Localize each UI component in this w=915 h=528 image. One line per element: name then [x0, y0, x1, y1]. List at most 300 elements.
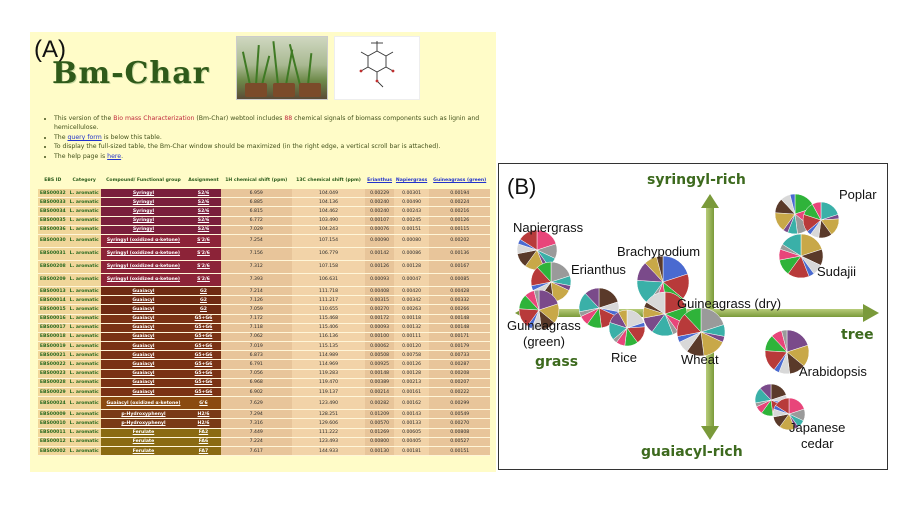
label-poplar: Poplar	[839, 187, 877, 202]
sample-pie	[609, 310, 645, 346]
category-cell: L. aromatic	[68, 428, 101, 437]
value-cell: 0.00408	[365, 286, 393, 295]
value-cell: 119.283	[292, 369, 366, 378]
compound-cell[interactable]: Syringyl	[101, 189, 186, 198]
value-cell: 7.019	[221, 342, 292, 351]
value-cell: 0.00216	[429, 207, 490, 216]
category-cell: L. aromatic	[68, 234, 101, 247]
value-cell: 6.791	[221, 360, 292, 369]
category-cell: L. aromatic	[68, 189, 101, 198]
value-cell: 0.00243	[394, 207, 430, 216]
category-cell: L. aromatic	[68, 260, 101, 273]
table-row	[38, 225, 490, 234]
category-cell: L. aromatic	[68, 314, 101, 323]
value-cell: 0.00194	[429, 189, 490, 198]
value-cell: 0.00148	[365, 369, 393, 378]
label-green: (green)	[523, 334, 565, 349]
value-cell: 114.969	[292, 360, 366, 369]
value-cell: 7.156	[221, 247, 292, 260]
value-cell: 7.629	[221, 397, 292, 410]
value-cell: 7.029	[221, 225, 292, 234]
label-wheat: Wheat	[681, 352, 719, 367]
ebs-id-cell: EBS00033	[38, 198, 68, 207]
value-cell: 104.049	[292, 189, 366, 198]
ebs-id-cell: EBS00013	[38, 286, 68, 295]
ebs-id-cell: EBS00021	[38, 351, 68, 360]
compound-cell[interactable]: Guaiacyl	[101, 286, 186, 295]
compound-cell[interactable]: Syringyl	[101, 216, 186, 225]
ebs-id-cell: EBS00034	[38, 207, 68, 216]
table-row	[38, 314, 490, 323]
panel-a-label: (A)	[34, 36, 66, 63]
value-cell: 115.468	[292, 314, 366, 323]
note-text: .	[121, 152, 124, 160]
category-cell: L. aromatic	[68, 369, 101, 378]
value-cell: 0.00287	[429, 360, 490, 369]
value-cell: 0.00090	[365, 234, 393, 247]
bm-char-logo: Bm-Char	[52, 56, 210, 91]
value-cell: 0.00202	[429, 234, 490, 247]
note-text: The	[54, 133, 68, 141]
table-row	[38, 388, 490, 397]
assignment-cell[interactable]: G5+G6	[186, 388, 221, 397]
value-cell: 0.00047	[394, 273, 430, 286]
assignment-cell[interactable]: S2/6	[186, 225, 221, 234]
value-cell: 0.00420	[394, 286, 430, 295]
value-cell: 115.406	[292, 323, 366, 332]
ebs-id-cell: EBS00002	[38, 446, 68, 455]
assignment-cell[interactable]: S'2/6	[186, 247, 221, 260]
ebs-id-cell: EBS00209	[38, 273, 68, 286]
value-cell: 0.00179	[429, 342, 490, 351]
value-cell: 0.00428	[429, 286, 490, 295]
ebs-id-cell: EBS00024	[38, 397, 68, 410]
value-cell: 0.00167	[429, 260, 490, 273]
ebs-id-cell: EBS00019	[38, 342, 68, 351]
category-cell: L. aromatic	[68, 446, 101, 455]
value-cell: 128.251	[292, 410, 366, 419]
category-cell: L. aromatic	[68, 296, 101, 305]
category-cell: L. aromatic	[68, 247, 101, 260]
ebs-id-cell: EBS00010	[38, 419, 68, 428]
category-cell: L. aromatic	[68, 198, 101, 207]
value-cell: 7.214	[221, 286, 292, 295]
value-cell: 0.00151	[394, 225, 430, 234]
compound-cell[interactable]: Ferulate	[101, 437, 186, 446]
compound-cell[interactable]: Guaiacyl	[101, 378, 186, 387]
value-cell: 123.490	[292, 397, 366, 410]
assignment-cell[interactable]: S2/6	[186, 216, 221, 225]
table-row	[38, 437, 490, 446]
value-cell: 0.00115	[429, 225, 490, 234]
assignment-cell[interactable]: G2	[186, 305, 221, 314]
note-text: The help page is	[54, 152, 108, 160]
value-cell: 0.00270	[429, 419, 490, 428]
value-cell: 0.00733	[429, 351, 490, 360]
value-cell: 0.00224	[429, 198, 490, 207]
assignment-cell[interactable]: H2/6	[186, 410, 221, 419]
table-header-row	[38, 171, 490, 189]
assignment-cell[interactable]: S'2/6	[186, 273, 221, 286]
table-row	[38, 198, 490, 207]
value-cell: 107.158	[292, 260, 366, 273]
assignment-cell[interactable]: G5+G6	[186, 314, 221, 323]
value-cell: 0.00270	[365, 305, 393, 314]
value-cell: 0.00136	[429, 247, 490, 260]
assignment-cell[interactable]: G5+G6	[186, 369, 221, 378]
value-cell: 7.449	[221, 428, 292, 437]
value-cell: 0.00172	[365, 314, 393, 323]
compound-cell[interactable]: Syringyl	[101, 198, 186, 207]
value-cell: 0.00100	[365, 332, 393, 341]
value-cell: 0.00229	[365, 189, 393, 198]
value-cell: 0.00508	[365, 351, 393, 360]
compound-cell[interactable]: Guaiacyl	[101, 388, 186, 397]
assignment-cell[interactable]: G5+G6	[186, 351, 221, 360]
value-cell: 0.00342	[394, 296, 430, 305]
value-cell: 103.490	[292, 216, 366, 225]
table-row	[38, 419, 490, 428]
value-cell: 0.00151	[429, 446, 490, 455]
value-cell: 0.00085	[429, 273, 490, 286]
assignment-cell[interactable]: G'6	[186, 397, 221, 410]
value-cell: 0.01269	[365, 428, 393, 437]
table-row	[38, 360, 490, 369]
value-cell: 0.00405	[394, 437, 430, 446]
value-cell: 0.00148	[429, 323, 490, 332]
value-cell: 0.00148	[429, 314, 490, 323]
compound-cell[interactable]: Guaiacyl (oxidized α-ketone)	[101, 397, 186, 410]
value-cell: 6.885	[221, 198, 292, 207]
table-row	[38, 428, 490, 437]
table-body	[38, 189, 490, 456]
label-japanese: Japanese	[789, 420, 846, 435]
table-row	[38, 189, 490, 198]
value-cell: 0.00299	[429, 397, 490, 410]
value-cell: 7.062	[221, 332, 292, 341]
value-cell: 0.00126	[365, 260, 393, 273]
value-cell: 6.968	[221, 378, 292, 387]
compound-cell[interactable]: Syringyl (oxidized α-ketone)	[101, 234, 186, 247]
value-cell: 0.00332	[429, 296, 490, 305]
value-cell: 123.493	[292, 437, 366, 446]
axis-label-guaiacyl: guaiacyl-rich	[641, 444, 743, 460]
value-cell: 119.470	[292, 378, 366, 387]
ebs-id-cell: EBS00029	[38, 388, 68, 397]
axis-label-syringyl: syringyl-rich	[647, 172, 746, 188]
value-cell: 7.617	[221, 446, 292, 455]
category-cell: L. aromatic	[68, 332, 101, 341]
compound-cell[interactable]: Ferulate	[101, 428, 186, 437]
ebs-id-cell: EBS00023	[38, 369, 68, 378]
value-cell: 7.059	[221, 305, 292, 314]
molecule-drawing	[335, 37, 419, 99]
note-item	[54, 152, 496, 161]
ebs-id-cell: EBS00032	[38, 189, 68, 198]
table-row	[38, 342, 490, 351]
note-item	[54, 133, 496, 142]
value-cell: 0.01209	[365, 410, 393, 419]
assignment-cell[interactable]: G2	[186, 286, 221, 295]
value-cell: 7.056	[221, 369, 292, 378]
compound-cell[interactable]: Syringyl (oxidized α-ketone)	[101, 273, 186, 286]
label-brachypodium: Brachypodium	[617, 244, 701, 259]
column-header: 1H chemical shift (ppm)	[225, 177, 288, 183]
value-cell: 0.00208	[429, 369, 490, 378]
compound-cell[interactable]: Guaiacyl	[101, 296, 186, 305]
value-cell: 0.00240	[365, 207, 393, 216]
compound-cell[interactable]: Guaiacyl	[101, 314, 186, 323]
category-cell: L. aromatic	[68, 286, 101, 295]
ebs-id-cell: EBS00028	[38, 378, 68, 387]
category-cell: L. aromatic	[68, 378, 101, 387]
label-cedar: cedar	[801, 436, 834, 451]
column-header: EBS ID	[44, 177, 62, 183]
assignment-cell[interactable]: G5+G6	[186, 360, 221, 369]
table-row	[38, 378, 490, 387]
compound-cell[interactable]: Guaiacyl	[101, 332, 186, 341]
category-cell: L. aromatic	[68, 360, 101, 369]
compound-cell[interactable]: Syringyl (oxidized α-ketone)	[101, 247, 186, 260]
value-cell: 0.00315	[365, 296, 393, 305]
compound-cell[interactable]: Guaiacyl	[101, 369, 186, 378]
intro-notes	[42, 114, 496, 161]
label-erianthus: Erianthus	[571, 262, 626, 277]
note-text: To display the full-sized table, the Bm-Char window should be maximized (in the right edge, a vertical scroll bar is attached).	[54, 143, 441, 151]
value-cell: 0.00126	[429, 216, 490, 225]
value-cell: 0.00171	[429, 332, 490, 341]
value-cell: 6.815	[221, 207, 292, 216]
value-cell: 0.00162	[394, 397, 430, 410]
category-cell: L. aromatic	[68, 437, 101, 446]
value-cell: 0.00490	[394, 198, 430, 207]
axis-label-grass: grass	[535, 354, 579, 370]
value-cell: 0.00214	[365, 388, 393, 397]
label-guineagrass: Guineagrass	[507, 318, 581, 333]
value-cell: 104.136	[292, 198, 366, 207]
value-cell: 7.224	[221, 437, 292, 446]
value-cell: 7.172	[221, 314, 292, 323]
category-cell: L. aromatic	[68, 351, 101, 360]
assignment-cell[interactable]: S'2/6	[186, 260, 221, 273]
column-header[interactable]: Napiergrass	[395, 177, 428, 183]
grass-photo	[236, 36, 328, 100]
table-row	[38, 273, 490, 286]
ebs-id-cell: EBS00022	[38, 360, 68, 369]
ebs-id-cell: EBS00017	[38, 323, 68, 332]
value-cell: 144.933	[292, 446, 366, 455]
value-cell: 0.00605	[394, 428, 430, 437]
table-row	[38, 247, 490, 260]
note-link[interactable]: here	[107, 152, 122, 160]
value-cell: 0.00808	[429, 428, 490, 437]
value-cell: 0.00111	[394, 332, 430, 341]
compound-cell[interactable]: Syringyl	[101, 225, 186, 234]
compound-cell[interactable]: Guaiacyl	[101, 305, 186, 314]
assignment-cell[interactable]: FA7	[186, 446, 221, 455]
value-cell: 0.00245	[394, 216, 430, 225]
value-cell: 0.00076	[365, 225, 393, 234]
assignment-cell[interactable]: H2/6	[186, 419, 221, 428]
lignin-structure-diagram	[334, 36, 420, 100]
note-item	[54, 142, 496, 151]
value-cell: 0.00143	[394, 410, 430, 419]
compound-cell[interactable]: Guaiacyl	[101, 323, 186, 332]
value-cell: 104.243	[292, 225, 366, 234]
value-cell: 0.00758	[394, 351, 430, 360]
table-row	[38, 369, 490, 378]
ebs-id-cell: EBS00031	[38, 247, 68, 260]
value-cell: 0.00086	[394, 247, 430, 260]
table-row	[38, 410, 490, 419]
compound-cell[interactable]: Guaiacyl	[101, 351, 186, 360]
ebs-id-cell: EBS00030	[38, 234, 68, 247]
assignment-cell[interactable]: G2	[186, 296, 221, 305]
assignment-cell[interactable]: G5+G6	[186, 323, 221, 332]
value-cell: 111.217	[292, 296, 366, 305]
compound-cell[interactable]: Syringyl (oxidized α-ketone)	[101, 260, 186, 273]
value-cell: 0.00128	[394, 260, 430, 273]
value-cell: 106.631	[292, 273, 366, 286]
value-cell: 0.00282	[365, 397, 393, 410]
value-cell: 0.00240	[365, 198, 393, 207]
value-cell: 0.00142	[365, 247, 393, 260]
value-cell: 0.00126	[394, 360, 430, 369]
value-cell: 0.00130	[365, 446, 393, 455]
value-cell: 0.00527	[429, 437, 490, 446]
value-cell: 0.00263	[394, 305, 430, 314]
value-cell: 0.00222	[429, 388, 490, 397]
value-cell: 0.00161	[394, 388, 430, 397]
assignment-cell[interactable]: S2/6	[186, 198, 221, 207]
value-cell: 0.00570	[365, 419, 393, 428]
category-cell: L. aromatic	[68, 273, 101, 286]
table-row	[38, 296, 490, 305]
compound-cell[interactable]: Guaiacyl	[101, 360, 186, 369]
chemical-shift-table	[38, 171, 490, 456]
compound-cell[interactable]: Guaiacyl	[101, 342, 186, 351]
pca-pie-chart-panel	[498, 163, 888, 470]
value-cell: 0.00800	[365, 437, 393, 446]
value-cell: 0.00133	[394, 419, 430, 428]
value-cell: 119.137	[292, 388, 366, 397]
value-cell: 7.316	[221, 419, 292, 428]
compound-cell[interactable]: Ferulate	[101, 446, 186, 455]
ebs-id-cell: EBS00014	[38, 296, 68, 305]
note-text: 88	[284, 115, 293, 122]
table-row	[38, 234, 490, 247]
compound-cell[interactable]: p-Hydroxyphenyl	[101, 410, 186, 419]
column-header: 13C chemical shift (ppm)	[296, 177, 361, 183]
ebs-id-cell: EBS00035	[38, 216, 68, 225]
ebs-id-cell: EBS00208	[38, 260, 68, 273]
ebs-id-cell: EBS00011	[38, 428, 68, 437]
table-row	[38, 286, 490, 295]
category-cell: L. aromatic	[68, 216, 101, 225]
value-cell: 129.606	[292, 419, 366, 428]
sample-pie	[803, 202, 839, 238]
category-cell: L. aromatic	[68, 207, 101, 216]
value-cell: 0.00266	[429, 305, 490, 314]
assignment-cell[interactable]: G5+G6	[186, 342, 221, 351]
category-cell: L. aromatic	[68, 323, 101, 332]
compound-cell[interactable]: Syringyl	[101, 207, 186, 216]
assignment-cell[interactable]: FA2	[186, 428, 221, 437]
assignment-cell[interactable]: G5+G6	[186, 378, 221, 387]
assignment-cell[interactable]: S2/6	[186, 189, 221, 198]
label-rice: Rice	[611, 350, 638, 365]
value-cell: 0.00213	[394, 378, 430, 387]
table-row	[38, 332, 490, 341]
assignment-cell[interactable]: FA6	[186, 437, 221, 446]
value-cell: 0.00120	[394, 342, 430, 351]
value-cell: 7.118	[221, 323, 292, 332]
category-cell: L. aromatic	[68, 397, 101, 410]
ebs-id-cell: EBS00012	[38, 437, 68, 446]
compound-cell[interactable]: p-Hydroxyphenyl	[101, 419, 186, 428]
value-cell: 114.989	[292, 351, 366, 360]
label-napiergrass: Napiergrass	[513, 220, 584, 235]
value-cell: 0.00207	[429, 378, 490, 387]
table-row	[38, 260, 490, 273]
category-cell: L. aromatic	[68, 388, 101, 397]
column-header: Assignment	[188, 177, 219, 183]
column-header: Category	[72, 177, 96, 183]
value-cell: 0.00062	[365, 342, 393, 351]
value-cell: 110.655	[292, 305, 366, 314]
note-text: is below this table.	[101, 133, 162, 141]
value-cell: 106.779	[292, 247, 366, 260]
value-cell: 0.00107	[365, 216, 393, 225]
table-row	[38, 446, 490, 455]
value-cell: 6.902	[221, 388, 292, 397]
ebs-id-cell: EBS00009	[38, 410, 68, 419]
assignment-cell[interactable]: S'2/6	[186, 234, 221, 247]
value-cell: 7.254	[221, 234, 292, 247]
assignment-cell[interactable]: G5+G6	[186, 332, 221, 341]
value-cell: 7.393	[221, 273, 292, 286]
note-text: chemical signals of biomass components such as lignin and hemicellulose.	[54, 115, 480, 132]
value-cell: 0.00080	[394, 234, 430, 247]
table-row	[38, 216, 490, 225]
column-header[interactable]: Guineagrass (green)	[433, 177, 487, 183]
column-header[interactable]: Erianthus	[367, 177, 392, 183]
value-cell: 6.772	[221, 216, 292, 225]
value-cell: 107.154	[292, 234, 366, 247]
value-cell: 0.00925	[365, 360, 393, 369]
value-cell: 111.718	[292, 286, 366, 295]
sample-pie	[677, 308, 725, 356]
table-row	[38, 351, 490, 360]
column-header: Compound/ Functional group	[106, 177, 181, 183]
value-cell: 115.135	[292, 342, 366, 351]
assignment-cell[interactable]: S2/6	[186, 207, 221, 216]
category-cell: L. aromatic	[68, 419, 101, 428]
ebs-id-cell: EBS00015	[38, 305, 68, 314]
note-text: Bio mass Characterization	[113, 115, 195, 122]
value-cell: 0.00301	[394, 189, 430, 198]
table-row	[38, 323, 490, 332]
note-link[interactable]: query form	[67, 133, 102, 141]
label-sudajii: Sudajii	[817, 264, 857, 279]
note-text: This version of the	[54, 115, 114, 122]
value-cell: 116.136	[292, 332, 366, 341]
value-cell: 7.126	[221, 296, 292, 305]
category-cell: L. aromatic	[68, 225, 101, 234]
category-cell: L. aromatic	[68, 342, 101, 351]
value-cell: 0.00128	[394, 369, 430, 378]
category-cell: L. aromatic	[68, 410, 101, 419]
